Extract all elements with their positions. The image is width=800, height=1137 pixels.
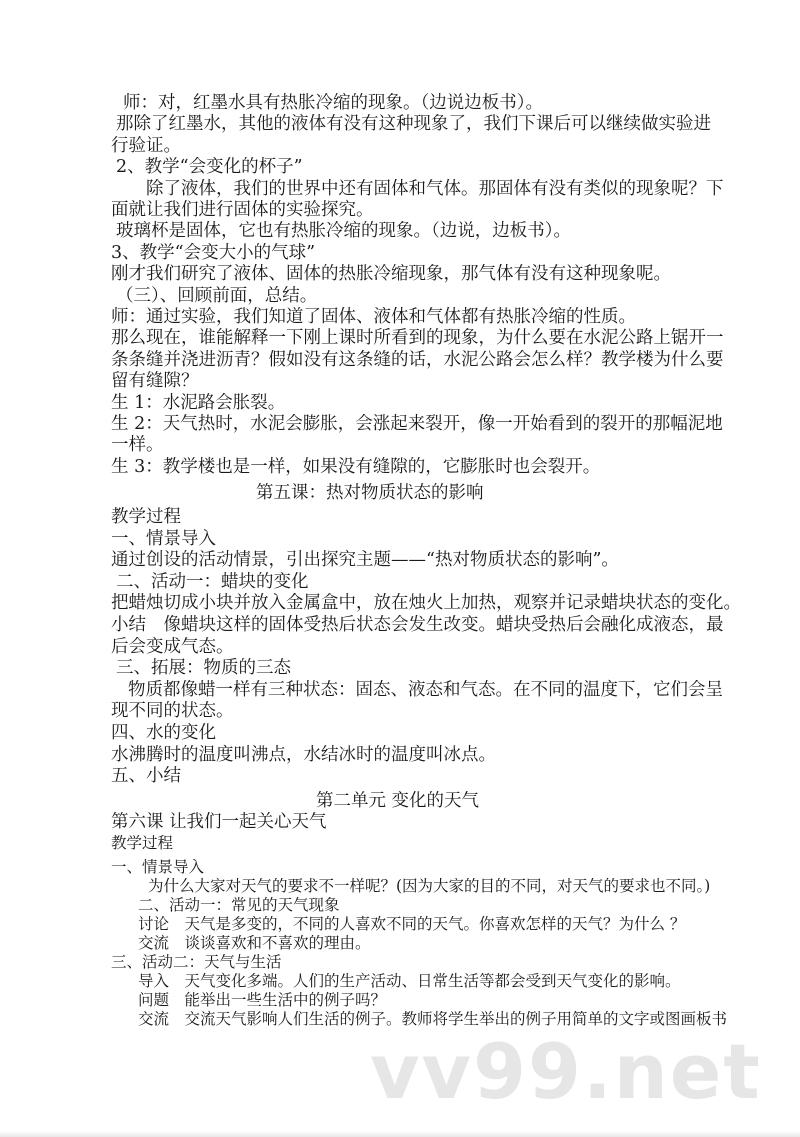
text-line: 交流 谈谈喜欢和不喜欢的理由。 (138, 934, 371, 952)
text-line: （三）、回顾前面，总结。 (116, 285, 318, 306)
lesson6-process: 教学过程 (111, 834, 174, 852)
text-line: 师：通过实验，我们知道了固体、液体和气体都有热胀冷缩的性质。 (111, 307, 636, 327)
text-line: 通过创设的活动情景，引出探究主题——“热对物质状态的影响”。 (111, 550, 619, 571)
lesson5-title: 第五课：热对物质状态的影响 (256, 483, 484, 503)
text-line: 二、活动一：蜡块的变化 (116, 571, 309, 592)
text-line: 水沸腾时的温度叫沸点，水结冰时的温度叫冰点。 (111, 744, 496, 765)
text-line: 导入 天气变化多端。人们的生产活动、日常生活等都会受到天气变化的影响。 (138, 972, 681, 990)
text-line: 三、拓展：物质的三态 (116, 658, 291, 679)
text-line: 生 1：水泥路会胀裂。 (111, 392, 286, 413)
text-line: 那么现在，谁能解释一下刚上课时所看到的现象，为什么要在水泥公路上锯开一 (111, 328, 724, 349)
text-line: 四、水的变化 (111, 723, 216, 743)
text-line: 师：对，红墨水具有热胀冷缩的现象。（边说边板书）。 (123, 93, 543, 113)
text-line: 一、情景导入 (111, 858, 205, 876)
text-line: 后会变成气态。 (111, 636, 234, 657)
lesson6-title: 第六课 让我们一起关心天气 (111, 812, 327, 832)
text-line: 小结 像蜡块这样的固体受热后状态会发生改变。蜡块受热后会融化成液态，最 (111, 615, 724, 635)
text-line: 三、活动二：天气与生活 (111, 953, 282, 971)
text-line: 条条缝并浇进沥青？假如没有这条缝的话，水泥公路会怎么样？教学楼为什么要 (111, 349, 724, 370)
text-line: 问题 能举出一些生活中的例子吗？ (138, 991, 387, 1009)
text-line: 教学过程 (111, 507, 181, 527)
text-line: 五、小结 (111, 766, 181, 787)
text-line: 刚才我们研究了液体、固体的热胀冷缩现象，那气体有没有这种现象呢。 (111, 264, 671, 285)
text-line: 生 2：天气热时，水泥会膨胀，会涨起来裂开，像一开始看到的裂开的那幅泥地 (111, 414, 723, 434)
text-line: 生 3：教学楼也是一样，如果没有缝隙的，它膨胀时也会裂开。 (111, 456, 601, 477)
text-line: 玻璃杯是固体，它也有热胀冷缩的现象。（边说，边板书）。 (116, 221, 571, 242)
text-line: 物质都像蜡一样有三种状态：固态、液态和气态。在不同的温度下，它们会呈 (128, 679, 723, 700)
text-line: 留有缝隙？ (111, 371, 199, 392)
text-line: 行验证。 (111, 135, 181, 156)
text-line: 2、教学“会变化的杯子” (116, 157, 303, 178)
text-line: 除了液体，我们的世界中还有固体和气体。那固体有没有类似的现象呢？下 (146, 178, 724, 199)
text-line: 为什么大家对天气的要求不一样呢？(因为大家的目的不同，对天气的要求也不同。) (148, 877, 711, 895)
text-line: 面就让我们进行固体的实验探究。 (111, 200, 374, 220)
text-line: 3、教学“会变大小的气球” (111, 242, 316, 263)
unit2-title: 第二单元 变化的天气 (316, 791, 480, 811)
text-line: 二、活动一：常见的天气现象 (138, 896, 340, 914)
text-line: 把蜡烛切成小块并放入金属盒中，放在烛火上加热，观察并记录蜡块状态的变化。 (111, 593, 741, 614)
text-line: 讨论 天气是多变的，不同的人喜欢不同的天气。你喜欢怎样的天气？为什么 ？ (138, 915, 686, 933)
watermark: vv99.net (370, 1027, 762, 1116)
page-edge (0, 1131, 800, 1137)
text-line: 现不同的状态。 (111, 701, 234, 722)
text-line: 一、情景导入 (111, 528, 216, 549)
text-line: 一样。 (111, 435, 164, 456)
text-line: 那除了红墨水，其他的液体有没有这种现象了，我们下课后可以继续做实验进 (116, 114, 711, 135)
text-line: 交流 交流天气影响人们生活的例子。教师将学生举出的例子用简单的文字或图画板书 (138, 1010, 728, 1028)
